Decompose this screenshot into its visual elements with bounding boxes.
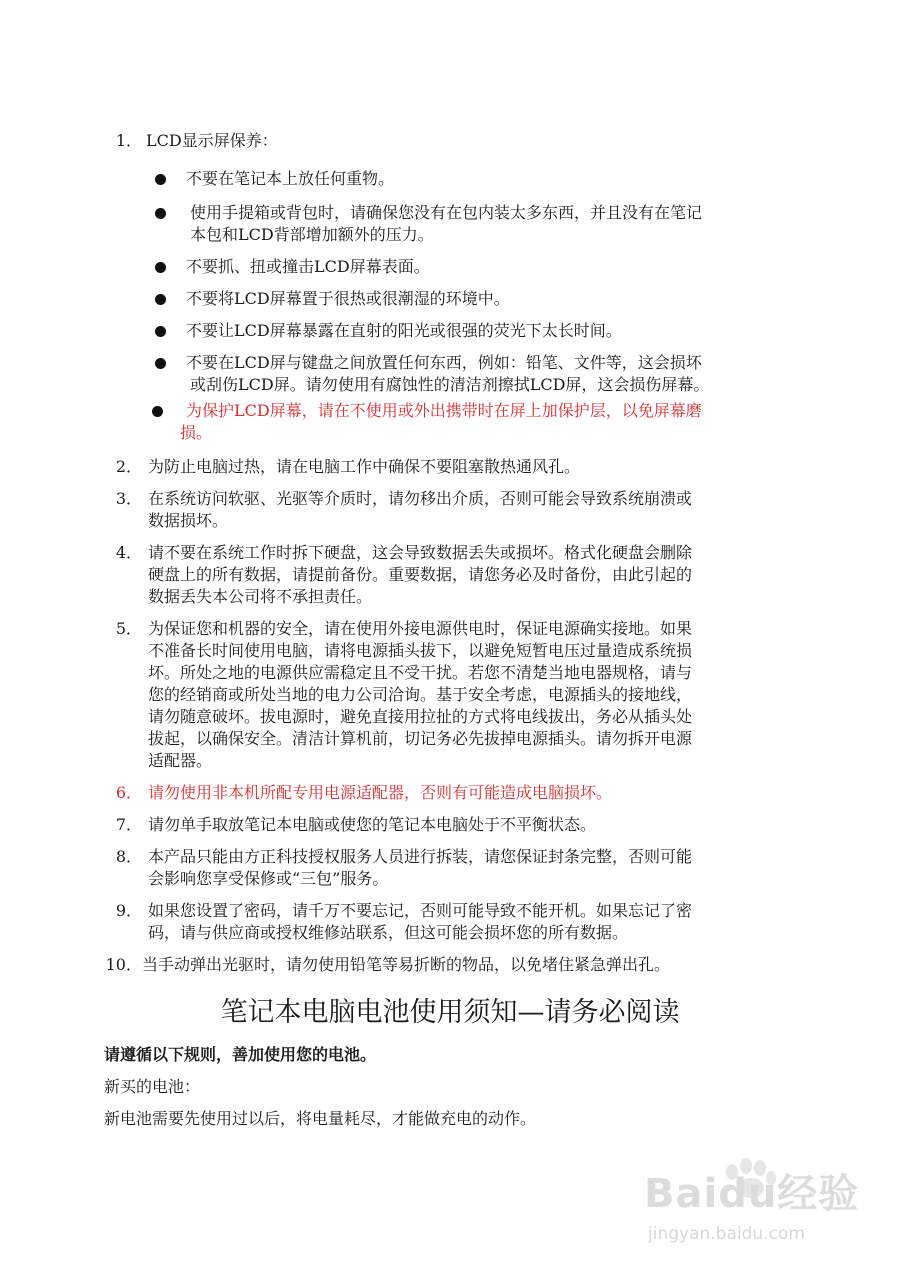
item-8-line-2: 会影响您享受保修或“三包”服务。 xyxy=(148,869,389,888)
item-4-line-1: 请不要在系统工作时拆下硬盘，这会导致数据丢失或损坏。格式化硬盘会删除 xyxy=(148,543,693,562)
bullet-1-line-1: 不要在笔记本上放任何重物。 xyxy=(186,169,395,188)
item-5-line-4: 您的经销商或所处当地的电力公司洽询。基于安全考虑，电源插头的接地线， xyxy=(148,685,693,704)
item-8-line-1: 本产品只能由方正科技授权服务人员进行拆装，请您保证封条完整，否则可能 xyxy=(148,847,693,866)
item-4-line-3: 数据丢失本公司将不承担责任。 xyxy=(148,587,373,606)
item-5-line-3: 坏。所处之地的电源供应需稳定且不受干扰。若您不清楚当地电器规格，请与 xyxy=(148,663,693,682)
bullet-dot-icon xyxy=(155,174,166,185)
bullet-6-line-1: 不要在LCD屏与键盘之间放置任何东西，例如：铅笔、文件等，这会损坏 xyxy=(186,353,702,372)
item-5-line-5: 请勿随意破坏。拔电源时，避免直接用拉扯的方式将电线拔出，务必从插头处 xyxy=(148,707,693,726)
item-6-number: 6． xyxy=(115,783,142,802)
item-9-line-2: 码，请与供应商或授权维修站联系，但这可能会损坏您的所有数据。 xyxy=(148,923,629,942)
watermark-brand: Baidu经验 xyxy=(644,1171,860,1217)
bullet-dot-icon xyxy=(155,358,166,369)
battery-heading: 笔记本电脑电池使用须知—请务必阅读 xyxy=(220,997,680,1028)
item-2-number: 2． xyxy=(115,457,142,476)
bullet-dot-icon xyxy=(155,326,166,337)
item-5-number: 5． xyxy=(115,619,142,638)
bullet-3-line-1: 不要抓、扭或撞击LCD屏幕表面。 xyxy=(186,257,430,276)
item-7-number: 7． xyxy=(115,815,142,834)
watermark-url: jingyan.baidu.com xyxy=(648,1224,805,1244)
item-9-line-1: 如果您设置了密码，请千万不要忘记，否则可能导致不能开机。如果忘记了密 xyxy=(148,901,693,920)
item-3-line-1: 在系统访问软驱、光驱等介质时，请勿移出介质，否则可能会导致系统崩溃或 xyxy=(148,489,693,508)
item-9-number: 9． xyxy=(115,901,142,920)
item-5-line-7: 适配器。 xyxy=(148,751,213,770)
section1-title: LCD显示屏保养： xyxy=(146,131,278,150)
item-6-line-1: 请勿使用非本机所配专用电源适配器，否则有可能造成电脑损坏。 xyxy=(148,783,613,802)
bullet-dot-icon xyxy=(155,294,166,305)
item-5-line-2: 不准备长时间使用电脑，请将电源插头拔下，以避免短暂电压过量造成系统损 xyxy=(148,641,693,660)
item-4-line-2: 硬盘上的所有数据，请提前备份。重要数据，请您务必及时备份，由此引起的 xyxy=(148,565,693,584)
item-8-number: 8． xyxy=(115,847,142,866)
battery-subheading: 新买的电池： xyxy=(104,1077,201,1096)
bullet-dot-icon xyxy=(155,262,166,273)
section1-number: 1． xyxy=(115,131,142,150)
bullet-6-line-2: 或刮伤LCD屏。请勿使用有腐蚀性的清洁剂擦拭LCD屏，这会损伤屏幕。 xyxy=(190,375,710,394)
battery-text: 新电池需要先使用过以后，将电量耗尽，才能做充电的动作。 xyxy=(104,1109,537,1128)
item-5-line-6: 拔起，以确保安全。清洁计算机前，切记务必先拔掉电源插头。请勿拆开电源 xyxy=(148,729,693,748)
bullet-dot-icon xyxy=(155,208,166,219)
bullet-7-line-2: 损。 xyxy=(180,423,213,442)
item-2-line-1: 为防止电脑过热，请在电脑工作中确保不要阻塞散热通风孔。 xyxy=(148,457,581,476)
item-5-line-1: 为保证您和机器的安全，请在使用外接电源供电时，保证电源确实接地。如果 xyxy=(148,619,693,638)
battery-intro: 请遵循以下规则，善加使用您的电池。 xyxy=(104,1045,377,1064)
bullet-2-line-2: 本包和LCD背部增加额外的压力。 xyxy=(190,225,434,244)
item-7-line-1: 请勿单手取放笔记本电脑或使您的笔记本电脑处于不平衡状态。 xyxy=(148,815,597,834)
bullet-4-line-1: 不要将LCD屏幕置于很热或很潮湿的环境中。 xyxy=(186,289,510,308)
bullet-7-line-1: 为保护LCD屏幕，请在不使用或外出携带时在屏上加保护层，以免屏幕磨 xyxy=(186,401,702,420)
item-3-number: 3． xyxy=(115,489,142,508)
item-10-line-1: 当手动弹出光驱时，请勿使用铅笔等易折断的物品，以免堵住紧急弹出孔。 xyxy=(142,955,671,974)
bullet-2-line-1: 使用手提箱或背包时，请确保您没有在包内装太多东西，并且没有在笔记 xyxy=(190,203,703,222)
bullet-5-line-1: 不要让LCD屏幕暴露在直射的阳光或很强的荧光下太长时间。 xyxy=(186,321,622,340)
item-3-line-2: 数据损坏。 xyxy=(148,511,229,530)
item-4-number: 4． xyxy=(115,543,142,562)
bullet-dot-icon xyxy=(152,406,163,417)
item-10-number: 10． xyxy=(105,955,142,974)
